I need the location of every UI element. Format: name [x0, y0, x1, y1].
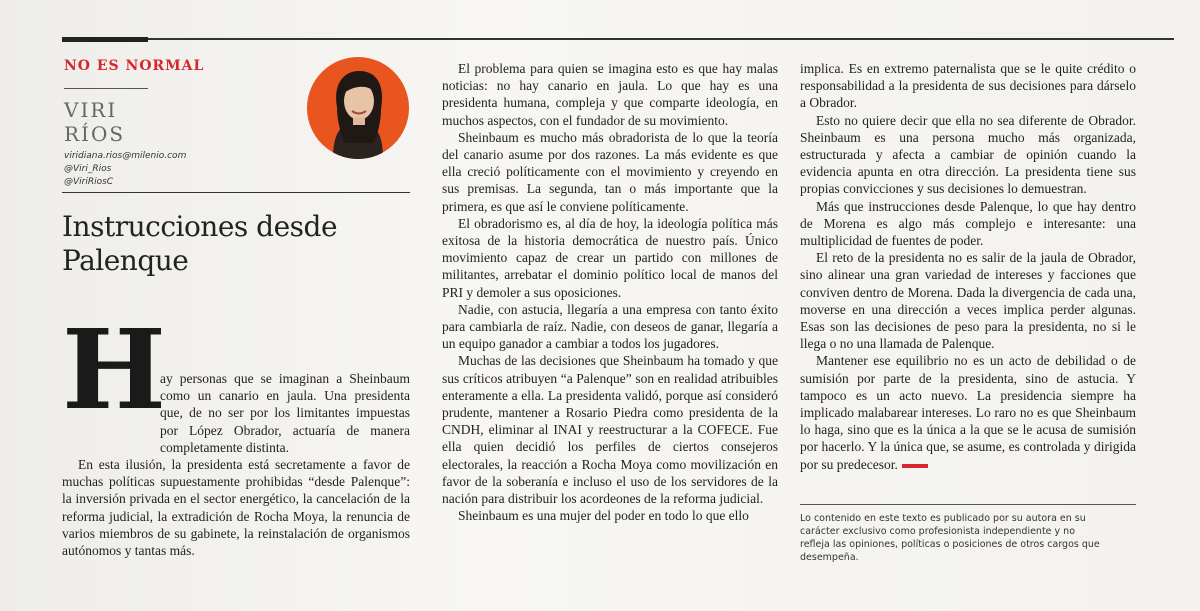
column-kicker: NO ES NORMAL [64, 58, 205, 74]
author-contact [64, 150, 186, 189]
column-2-paragraph-3: El obradorismo es, al día de hoy, la ideología política más exitosa de la historia democrática de nuestro país. Único movimiento capaz de crear un partido con millones de militantes, arrebatar el dominio político local de manos del PRI y demoler a sus oposiciones. [442, 215, 778, 300]
column-3-paragraph-5 [800, 352, 1136, 472]
end-mark-icon [902, 464, 928, 468]
column-2-paragraph-1: El problema para quien se imagina esto es que hay malas noticias: no hay canario en jaula. Lo que hay es una presidenta humana, compleja y que comparte ideología, en muchos aspectos, con el fundador de su movimiento. [442, 61, 778, 128]
column-3-paragraph-5-text: Mantener ese equilibrio no es un acto de debilidad o de sumisión por parte de la presidenta, sino de astucia. Y tampoco es un acto nuevo. La presidencia siempre ha implicado malabarear intereses. Lo raro no es que Sheinbaum lo haga, sino que es la única a la que se le acusa de sumisión por hacerlo. Y la única que, se asume, es controlada y dirigida por su predecesor. [800, 353, 1136, 472]
disclaimer-divider [800, 504, 1136, 505]
column-2-body [442, 60, 778, 524]
lead-paragraph-top [160, 370, 410, 456]
drop-cap: H [62, 305, 166, 434]
disclaimer-note: Lo contenido en este texto es publicado por su autora en su carácter exclusivo como profesionista independiente y no refleja las opiniones, políticas o posiciones de otros cargos que desempeña. [800, 513, 1100, 563]
column-3-paragraph-4: El reto de la presidenta no es salir de la jaula de Obrador, sino alinear una gran variedad de intereses y facciones que conviven dentro de Morena. Dada la divergencia de cada una, moverse en una dirección a veces implica perder algunas. Esas son las decisiones de peso para la presidenta, no si le llega o no una llamada de Palenque. [800, 250, 1136, 352]
column-1-body [62, 456, 410, 559]
lead-paragraph: ay personas que se imaginan a Sheinbaum como un canario en jaula. Una presidenta que, de no ser por los limitantes impuestas por López Obrador, actuaría de manera completamente distinta. [160, 371, 410, 455]
column-2-paragraph-6: Sheinbaum es una mujer del poder en todo lo que ello [458, 508, 749, 524]
kicker-divider [64, 88, 148, 89]
column-2-paragraph-5: Muchas de las decisiones que Sheinbaum ha tomado y que sus críticos atribuyen “a Palenque” son en realidad atribuibles enteramente a ella. La presidenta validó, porque así consideró prudente, mantener a Rosario Piedra como presidenta de la CNDH, eliminar al INAI y reestructurar a la COFECE. Fue ella quien decidió los perfiles de ciertos consejeros electorales, la reacción a Rocha Moya como movilización en favor de la soberanía e incluso el uso de los servidores de la nación para distribuir los acordeones de la reforma judicial. [442, 353, 778, 507]
column-1-paragraph: En esta ilusión, la presidenta está secretamente a favor de muchas políticas supuestamente prohibidas “desde Palenque”: la inversión privada en el sector energético, la cancelación de la reforma judicial, la extradición de Rocha Moya, la renuncia de varios miembros de su gabinete, la reinstalación de organismos autónomos y tantas más. [62, 457, 410, 559]
article-headline: Instrucciones desde Palenque [62, 210, 338, 277]
column-2-paragraph-2: Sheinbaum es mucho más obradorista de lo que la teoría del canario asume por dos razones. La más evidente es que ella creció políticamente con el movimiento y creyendo en sus premisas. La segunda, tan o más importante que la primera, es que así le conviene políticamente. [442, 129, 778, 214]
author-first-name: VIRI [64, 98, 118, 122]
top-rule [62, 38, 1174, 40]
column-3-body [800, 60, 1136, 473]
column-3-paragraph-1: implica. Es en extremo paternalista que se le quite crédito o responsabilidad a la presidenta de sus decisiones para dárselo a Obrador. [800, 61, 1136, 111]
column-2-paragraph-4: Nadie, con astucia, llegaría a una empresa con tanto éxito para cambiarla de raíz. Nadie, con deseos de ganar, llegaría a un equipo ganador a cambiar a todos los jugadores. [442, 301, 778, 352]
author-twitter-1[interactable]: @Viri_Rios [64, 164, 112, 174]
author-twitter-2[interactable]: @ViriRiosC [64, 177, 114, 187]
author-email[interactable]: viridiana.rios@milenio.com [64, 151, 187, 161]
author-portrait-icon [307, 57, 409, 159]
column-3-paragraph-3: Más que instrucciones desde Palenque, lo que hay dentro de Morena es algo más complejo e interesante: una multiplicidad de fuentes de poder. [800, 198, 1136, 249]
header-divider [62, 192, 410, 193]
author-last-name: RÍOS [64, 122, 126, 146]
column-3-paragraph-2: Esto no quiere decir que ella no sea diferente de Obrador. Sheinbaum es una persona mucho más organizada, estructurada y afecta a cambiar de opinión cuando la evidencia apunta en otra dirección. La presidenta tiene sus propias convicciones y sus decisiones lo demuestran. [800, 112, 1136, 197]
author-name [64, 98, 125, 146]
top-rule-accent [62, 37, 148, 42]
